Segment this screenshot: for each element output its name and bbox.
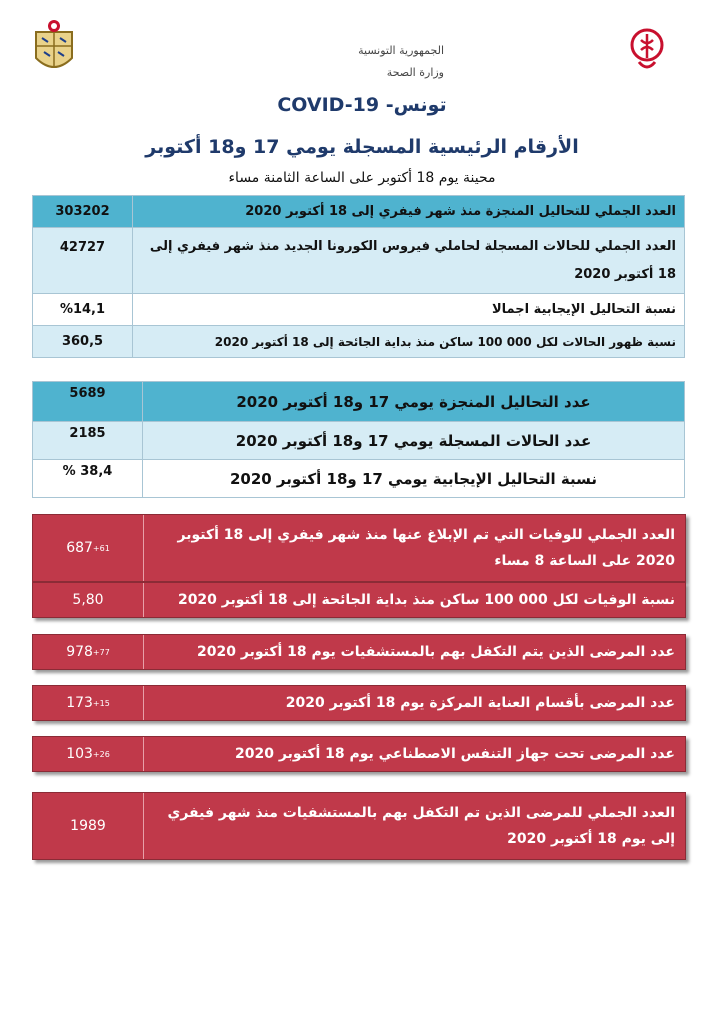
ventilator-delta: +26: [92, 749, 110, 759]
hospitalized-total-box: [32, 792, 686, 860]
deaths-total-label: العدد الجملي للوفيات التي تم الإبلاغ عنها منذ شهر فيفري إلى 18 أكتوبر 2020 على الساعة 8 مساء: [177, 527, 675, 569]
incidence-value: 360,5: [33, 326, 133, 358]
hospitalized-value: 978: [66, 644, 93, 660]
ventilator-label: عدد المرضى تحت جهاز التنفس الاصطناعي يوم 18 أكتوبر 2020: [235, 746, 675, 762]
daily-tests-label: عدد التحاليل المنجزة يومي 17 و18 أكتوبر 2020: [143, 382, 685, 422]
table-row: [33, 326, 685, 358]
deaths-total-box: [32, 514, 686, 582]
hospitalized-total-label: العدد الجملي للمرضى الذين تم التكفل بهم بالمستشفيات منذ شهر فيفري إلى يوم 18 أكتوبر 2020: [167, 805, 675, 847]
ventilator-box: [32, 736, 686, 772]
total-cases-label: العدد الجملي للحالات المسجلة لحاملي فيروس الكورونا الجديد منذ شهر فيفري إلى 18 أكتوبر 2020: [133, 228, 685, 294]
table-row: [33, 422, 685, 460]
daily-cases-label: عدد الحالات المسجلة يومي 17 و18 أكتوبر 2020: [143, 422, 685, 460]
deaths-total-value-cell: [33, 515, 144, 581]
page-subtitle: الأرقام الرئيسية المسجلة يومي 17 و18 أكتوبر: [145, 136, 579, 158]
hospitalized-total-value-cell: [33, 793, 144, 859]
ministry-health-logo-icon: [630, 28, 664, 74]
icu-value: 173: [66, 695, 93, 711]
daily-positivity-value: % 38,4: [33, 460, 143, 498]
icu-value-cell: [33, 686, 144, 720]
incidence-label: نسبة ظهور الحالات لكل 000 100 ساكن منذ بداية الجائحة إلى 18 أكتوبر 2020: [133, 326, 685, 358]
hospitalized-delta: +77: [92, 647, 110, 657]
death-rate-box: [32, 582, 686, 618]
death-rate-value: 5,80: [72, 592, 104, 608]
update-note: محينة يوم 18 أكتوبر على الساعة الثامنة مساء: [228, 170, 496, 186]
table-row: [33, 294, 685, 326]
daily-tests-value: 5689: [33, 382, 143, 422]
daily-positivity-label: نسبة التحاليل الإيجابية يومي 17 و18 أكتوبر 2020: [143, 460, 685, 498]
table-row: [33, 228, 685, 294]
daily-stats-table: [32, 381, 685, 498]
deaths-total-value: 687: [66, 540, 93, 556]
positivity-rate-label: نسبة التحاليل الإيجابية اجمالا: [133, 294, 685, 326]
icu-box: [32, 685, 686, 721]
coat-of-arms-icon: [30, 18, 78, 78]
hospitalized-box: [32, 634, 686, 670]
table-row: [33, 460, 685, 498]
republic-label: الجمهورية التونسية: [358, 44, 444, 57]
page-title: COVID-19 -تونس: [277, 94, 447, 116]
hospitalized-total-value: 1989: [70, 818, 106, 834]
icu-delta: +15: [92, 698, 110, 708]
deaths-total-delta: +61: [92, 543, 110, 553]
ministry-label: وزارة الصحة: [386, 66, 444, 79]
daily-cases-value: 2185: [33, 422, 143, 460]
ventilator-value-cell: [33, 737, 144, 771]
death-rate-value-cell: [33, 583, 144, 617]
total-tests-label: العدد الجملي للتحاليل المنجزة منذ شهر فيفري إلى 18 أكتوبر 2020: [133, 196, 685, 228]
total-tests-value: 303202: [33, 196, 133, 228]
cumulative-stats-table: [32, 195, 685, 358]
icu-label: عدد المرضى بأقسام العناية المركزة يوم 18 أكتوبر 2020: [285, 695, 675, 711]
ventilator-value: 103: [66, 746, 93, 762]
death-rate-label: نسبة الوفيات لكل 000 100 ساكن منذ بداية الجائحة إلى 18 أكتوبر 2020: [177, 592, 675, 608]
hospitalized-value-cell: [33, 635, 144, 669]
total-cases-value: 42727: [33, 228, 133, 294]
positivity-rate-value: %14,1: [33, 294, 133, 326]
table-row: [33, 382, 685, 422]
table-row: [33, 196, 685, 228]
hospitalized-label: عدد المرضى الذين يتم التكفل بهم بالمستشفيات يوم 18 أكتوبر 2020: [197, 644, 675, 660]
